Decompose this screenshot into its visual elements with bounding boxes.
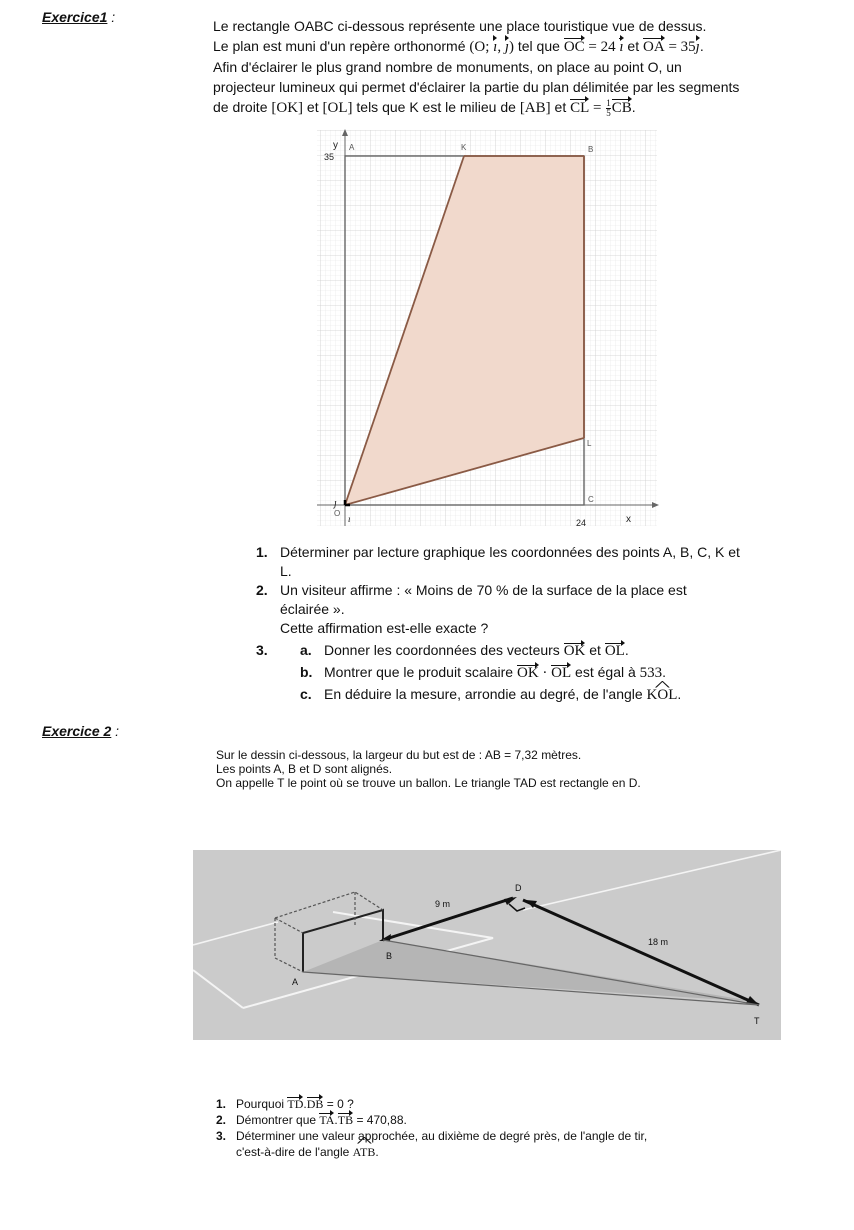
question-number: 1.	[216, 1097, 227, 1111]
exercise-1-heading	[42, 9, 115, 27]
question-3c-end: .	[677, 686, 682, 702]
vector-cl: CL	[570, 100, 590, 116]
question-3b	[300, 663, 681, 683]
point-c-label: C	[588, 495, 594, 504]
ex2-question-1-end: = 0 ?	[323, 1097, 354, 1111]
intro-line-2	[213, 36, 793, 57]
question-1-line-1: Déterminer par lecture graphique les coordonnées des points A, B, C, K et	[280, 544, 740, 560]
label-18m: 18 m	[648, 937, 669, 947]
question-2-line-2: éclairée ».	[280, 601, 345, 617]
point-d-label: D	[515, 883, 522, 893]
football-goal-figure	[193, 850, 781, 1040]
intro-math	[570, 98, 632, 119]
intro-line-3: Afin d'éclairer le plus grand nombre de monuments, on place au point O, un	[213, 59, 682, 75]
ex2-intro-line-2: Les points A, B et D sont alignés.	[216, 762, 393, 776]
exercise-1-questions	[256, 543, 796, 705]
ex2-question-1	[216, 1096, 746, 1112]
vector-tb: TB	[337, 1113, 354, 1127]
vector-i: ı	[493, 39, 498, 55]
ex2-question-2-end: = 470,88.	[353, 1113, 407, 1127]
intro-math	[469, 39, 514, 55]
exercise-1-colon: :	[107, 9, 116, 25]
question-number: 2.	[256, 582, 268, 598]
vector-ol: OL	[604, 643, 625, 659]
vector-ok: OK	[517, 665, 539, 681]
segment-ol: [OL]	[322, 100, 353, 116]
vector-ok: OK	[563, 643, 586, 659]
intro-line-1: Le rectangle OABC ci-dessous représente une place touristique vue de dessus.	[213, 18, 707, 34]
point-o-label: O	[334, 509, 341, 518]
question-3a-and: et	[585, 642, 605, 658]
ex2-question-2-text: Démontrer que	[236, 1113, 320, 1127]
exercise-2-title: Exercice 2	[42, 723, 112, 739]
vector-j: ȷ	[695, 39, 700, 55]
intro-line-4: projecteur lumineux qui permet d'éclairer la partie du plan délimitée par les segments	[213, 79, 740, 95]
intro-text: .	[699, 38, 704, 54]
intro-math	[564, 39, 624, 55]
fraction-denominator: 5	[606, 108, 611, 119]
question-2-line-3: Cette affirmation est-elle exacte ?	[280, 620, 489, 636]
question-number: 2.	[216, 1113, 227, 1127]
question-number: 1.	[256, 544, 268, 560]
fraction-numerator: 1	[606, 98, 611, 109]
question-3	[256, 641, 796, 705]
vector-td: TD	[287, 1097, 304, 1111]
subquestion-letter: b.	[300, 664, 313, 680]
pitch-background	[193, 850, 781, 1040]
point-a-label: A	[292, 977, 299, 987]
vector-ol: OL	[551, 665, 572, 681]
question-2-text	[280, 581, 687, 638]
math-text: =	[589, 100, 606, 116]
question-3c-text: En déduire la mesure, arrondie au degré, de l'angle	[324, 686, 647, 702]
point-l-label: L	[587, 439, 592, 448]
question-3a-end: .	[624, 642, 629, 658]
ex2-question-1-text: Pourquoi	[236, 1097, 288, 1111]
exercise-2-questions	[216, 1096, 746, 1160]
intro-line-5	[213, 97, 793, 118]
point-t-label: T	[754, 1016, 760, 1026]
intro-text: tels que K est le milieu de	[352, 99, 520, 115]
question-number: 3.	[216, 1129, 227, 1143]
vector-ta: TA	[319, 1113, 335, 1127]
point-k-label: K	[461, 143, 467, 152]
question-2-line-1: Un visiteur affirme : « Moins de 70 % de la surface de la place est	[280, 582, 687, 598]
scalar-value: 533	[639, 665, 663, 681]
dot-operator: ·	[538, 665, 552, 681]
x-tick-24: 24	[576, 518, 587, 528]
math-text: )	[508, 39, 514, 55]
angle-kol: ^ KOL	[647, 686, 678, 705]
exercise-2-heading	[42, 723, 119, 741]
oabc-graph	[312, 128, 662, 530]
ex2-intro-line-3: On appelle T le point où se trouve un ballon. Le triangle TAD est rectangle en D.	[216, 776, 641, 790]
question-2	[256, 581, 796, 638]
math-text: = 24	[584, 39, 620, 55]
question-3b-period: .	[662, 664, 667, 680]
dot-operator: .	[334, 1113, 338, 1127]
question-1-line-2: L.	[280, 563, 292, 579]
ex2-question-3-line-2: c'est-à-dire de l'angle	[236, 1145, 353, 1159]
point-b-label: B	[588, 145, 594, 154]
segment-ok: [OK]	[271, 100, 304, 116]
subquestion-letter: a.	[300, 642, 312, 658]
intro-text: et	[550, 99, 571, 115]
point-a-label: A	[349, 143, 355, 152]
ex2-question-3-end: .	[375, 1145, 379, 1159]
vector-j: ȷ	[504, 39, 509, 55]
question-3a-text: Donner les coordonnées des vecteurs	[324, 642, 564, 658]
vector-i: ı	[619, 39, 624, 55]
question-1	[256, 543, 796, 581]
intro-text: de droite	[213, 99, 272, 115]
segment-ab: [AB]	[519, 100, 551, 116]
question-3c	[300, 685, 681, 705]
y-tick-35: 35	[324, 152, 335, 162]
question-3a	[300, 641, 681, 661]
point-b-label: B	[386, 951, 393, 961]
exercise-2-intro	[216, 748, 641, 790]
question-3b-end: est égal à	[571, 664, 640, 680]
intro-math	[643, 39, 700, 55]
question-1-text	[280, 543, 740, 581]
x-axis-label: x	[626, 514, 631, 525]
intro-text: tel que	[513, 38, 564, 54]
intro-text: Le plan est muni d'un repère orthonormé	[213, 38, 470, 54]
ex2-question-3-line-1: Déterminer une valeur approchée, au dixième de degré près, de l'angle de tir,	[236, 1129, 648, 1143]
dot-operator: .	[303, 1097, 307, 1111]
y-axis-label: y	[333, 140, 338, 151]
angle-atb: ^ ATB	[353, 1144, 376, 1160]
ex2-intro-line-1: Sur le dessin ci-dessous, la largeur du but est de : AB = 7,32 mètres.	[216, 748, 582, 762]
vector-oa: OA	[643, 39, 665, 55]
intro-text: et	[623, 38, 644, 54]
exercise-1-intro	[213, 16, 793, 118]
exercise-2-colon: :	[111, 723, 120, 739]
label-9m: 9 m	[435, 899, 451, 909]
unit-i-label: ı	[348, 514, 351, 524]
math-text: = 35	[664, 39, 696, 55]
ex2-question-3-text	[236, 1128, 647, 1160]
ex2-question-3	[216, 1128, 746, 1160]
math-text: (O;	[469, 39, 494, 55]
math-text: ,	[497, 39, 505, 55]
ex2-question-2	[216, 1112, 746, 1128]
question-3b-text: Montrer que le produit scalaire	[324, 664, 517, 680]
unit-j-label: ȷ	[334, 498, 337, 509]
vector-db: DB	[306, 1097, 324, 1111]
intro-text: et	[303, 99, 323, 115]
vector-cb: CB	[611, 100, 632, 116]
fraction-one-fifth	[606, 99, 611, 118]
subquestion-letter: c.	[300, 686, 312, 702]
question-3-parts	[300, 641, 681, 705]
vector-oc: OC	[563, 39, 585, 55]
exercise-1-title: Exercice1	[42, 9, 108, 25]
question-number: 3.	[256, 642, 268, 658]
intro-text: .	[631, 99, 636, 115]
